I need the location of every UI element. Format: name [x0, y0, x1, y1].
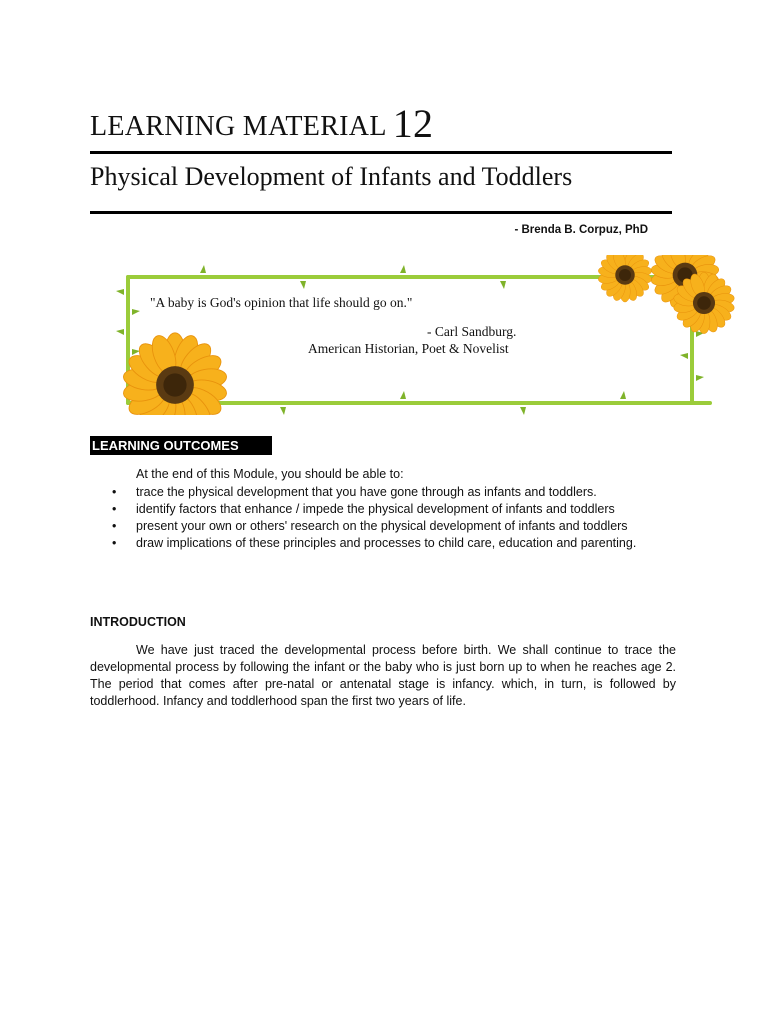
bullet-icon: • — [112, 536, 117, 550]
list-item-text: identify factors that enhance / impede the physical development of infants and toddlers — [136, 502, 615, 516]
title-rule-bottom — [90, 211, 672, 214]
page-subtitle: Physical Development of Infants and Toddlers — [90, 162, 573, 191]
outcomes-intro: At the end of this Module, you should be able to: — [136, 467, 404, 481]
outcomes-list — [90, 484, 680, 552]
bullet-icon: • — [112, 502, 117, 516]
bullet-icon: • — [112, 519, 117, 533]
list-item-text: trace the physical development that you have gone through as infants and toddlers. — [136, 485, 597, 499]
list-item-text: draw implications of these principles and processes to child care, education and parenting. — [136, 536, 637, 550]
vine-frame — [80, 255, 752, 415]
quote-author-description: American Historian, Poet & Novelist — [308, 341, 509, 356]
title-rule-top — [90, 151, 672, 154]
bullet-icon: • — [112, 485, 117, 499]
sunflower-icon — [122, 332, 228, 415]
sunflower-icon — [597, 255, 652, 302]
list-item — [90, 501, 680, 518]
quote-attribution: - Carl Sandburg. — [427, 324, 517, 339]
learning-outcomes-heading: LEARNING OUTCOMES — [90, 436, 272, 455]
introduction-paragraph: We have just traced the developmental process before birth. We shall continue to trace the developmental process by following the infant or the baby who is just born up to when he reaches age 2. The period that comes after pre-natal or antenatal stage is infancy. which, in turn, is followed by toddlerhood. Infancy and toddlerhood span the first two years of life. — [90, 643, 676, 708]
title-text: LEARNING MATERIAL — [90, 111, 387, 142]
page-title — [90, 98, 433, 145]
introduction-heading: INTRODUCTION — [90, 615, 186, 629]
author-credit: - Brenda B. Corpuz, PhD — [514, 224, 648, 236]
list-item — [90, 484, 680, 501]
list-item — [90, 535, 680, 552]
quote-text: "A baby is God's opinion that life should go on." — [150, 295, 413, 310]
list-item-text: present your own or others' research on the physical development of infants and toddlers — [136, 519, 628, 533]
list-item — [90, 518, 680, 535]
title-number: 12 — [392, 101, 434, 146]
quote-banner — [80, 255, 752, 415]
